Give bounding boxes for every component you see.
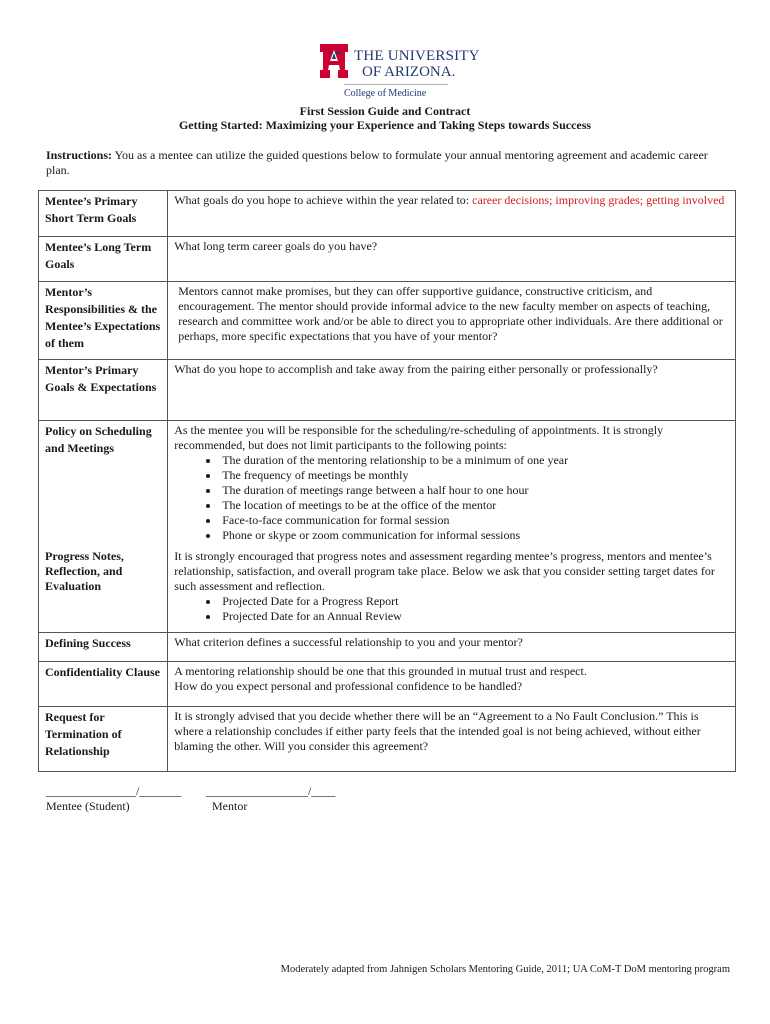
row-content: [168, 661, 736, 706]
row-label: Defining Success: [39, 632, 168, 661]
row-text: A mentoring relationship should be one that this grounded in mutual trust and respect.: [174, 663, 587, 678]
table-row: [39, 360, 736, 421]
row-content: [168, 421, 736, 548]
table-row: [39, 661, 736, 706]
instructions-text: You as a mentee can utilize the guided questions below to formulate your annual mentoring agreement and academic career plan.: [46, 148, 708, 177]
row-text: How do you expect personal and professional confidence to be handled?: [174, 678, 523, 693]
university-name-line2: OF ARIZONA.: [362, 64, 456, 80]
bullet-list: [174, 594, 729, 624]
highlight-text: career decisions; improving grades; getting involved: [472, 193, 725, 207]
table-row: [39, 547, 736, 632]
row-label: Policy on Scheduling and Meetings: [39, 421, 168, 548]
row-label: Mentor’s Primary Goals & Expectations: [39, 360, 168, 421]
row-label: Mentee’s Long Term Goals: [39, 237, 168, 282]
mentee-signature-line: _______________/_______: [46, 784, 182, 798]
bullet-list: [174, 453, 729, 543]
mentor-signature-label: Mentor: [212, 799, 248, 813]
arizona-a-logo-icon: [318, 44, 350, 78]
college-name: College of Medicine: [344, 88, 427, 99]
list-item: • Projected Date for a Progress Report: [220, 594, 729, 609]
row-content: [168, 191, 736, 237]
list-item: • The frequency of meetings be monthly: [220, 468, 729, 483]
mentor-signature: [206, 784, 335, 814]
instructions-label: Instructions:: [46, 148, 113, 162]
university-name-line1: THE UNIVERSITY: [354, 48, 480, 64]
table-row: [39, 237, 736, 282]
row-content: [168, 547, 736, 632]
row-content: What do you hope to accomplish and take away from the pairing either personally or professionally?: [168, 360, 736, 421]
row-label: Progress Notes, Reflection, and Evaluation: [39, 547, 168, 632]
table-row: [39, 282, 736, 360]
row-content: What long term career goals do you have?: [168, 237, 736, 282]
row-text: As the mentee you will be responsible for the scheduling/re-scheduling of appointments. It is strongly recommended, but does not limit participants to the following points:: [174, 423, 664, 452]
row-label: Mentee’s Primary Short Term Goals: [39, 191, 168, 237]
list-item: • The duration of meetings range between a half hour to one hour: [220, 483, 729, 498]
mentee-signature-label: Mentee (Student): [46, 799, 130, 813]
mentee-signature: [46, 784, 181, 814]
row-label: Confidentiality Clause: [39, 661, 168, 706]
contract-table: [38, 190, 736, 772]
list-item: • Phone or skype or zoom communication for informal sessions: [220, 528, 729, 543]
footer-note: Moderately adapted from Jahnigen Scholars Mentoring Guide, 2011; UA CoM-T DoM mentoring program: [280, 964, 730, 975]
row-content: What criterion defines a successful relationship to you and your mentor?: [168, 632, 736, 661]
list-item: • Face-to-face communication for formal session: [220, 513, 729, 528]
row-label: Request for Termination of Relationship: [39, 706, 168, 771]
row-content: Mentors cannot make promises, but they can offer supportive guidance, constructive criticism, and encouragement. The mentor should provide informal advice to the new faculty member on aspects of teaching, research and committee work and/or be able to direct you to appropriate other individuals. Are there additional or perhaps, more specific expectations that you have of your mentor?: [168, 282, 736, 360]
table-row: [39, 421, 736, 548]
row-content: It is strongly advised that you decide whether there will be an “Agreement to a No Fault Conclusion.” This is where a relationship concludes if either party feels that the intended goal is not being achieved, without either blaming the other. Will you consider this agreement?: [168, 706, 736, 771]
row-text: What goals do you hope to achieve within the year related to:: [174, 193, 473, 207]
logo-divider: [344, 84, 448, 85]
list-item: • The location of meetings to be at the office of the mentor: [220, 498, 729, 513]
mentor-signature-line: _________________/____: [206, 784, 336, 798]
document-subtitle: Getting Started: Maximizing your Experience and Taking Steps towards Success: [178, 118, 592, 132]
document-title: First Session Guide and Contract: [299, 104, 471, 118]
row-label: Mentor’s Responsibilities & the Mentee’s Expectations of them: [39, 282, 168, 360]
table-row: [39, 632, 736, 661]
instructions: [46, 148, 726, 178]
university-logo: [318, 44, 480, 104]
list-item: • The duration of the mentoring relationship to be a minimum of one year: [220, 453, 729, 468]
table-row: [39, 706, 736, 771]
list-item: • Projected Date for an Annual Review: [220, 609, 729, 624]
table-row: [39, 191, 736, 237]
row-text: It is strongly encouraged that progress notes and assessment regarding mentee’s progress, mentors and mentee’s relationship, satisfaction, and overall program take place. Below we ask that you consider setting target dates for such assessment and reflection.: [174, 549, 715, 593]
